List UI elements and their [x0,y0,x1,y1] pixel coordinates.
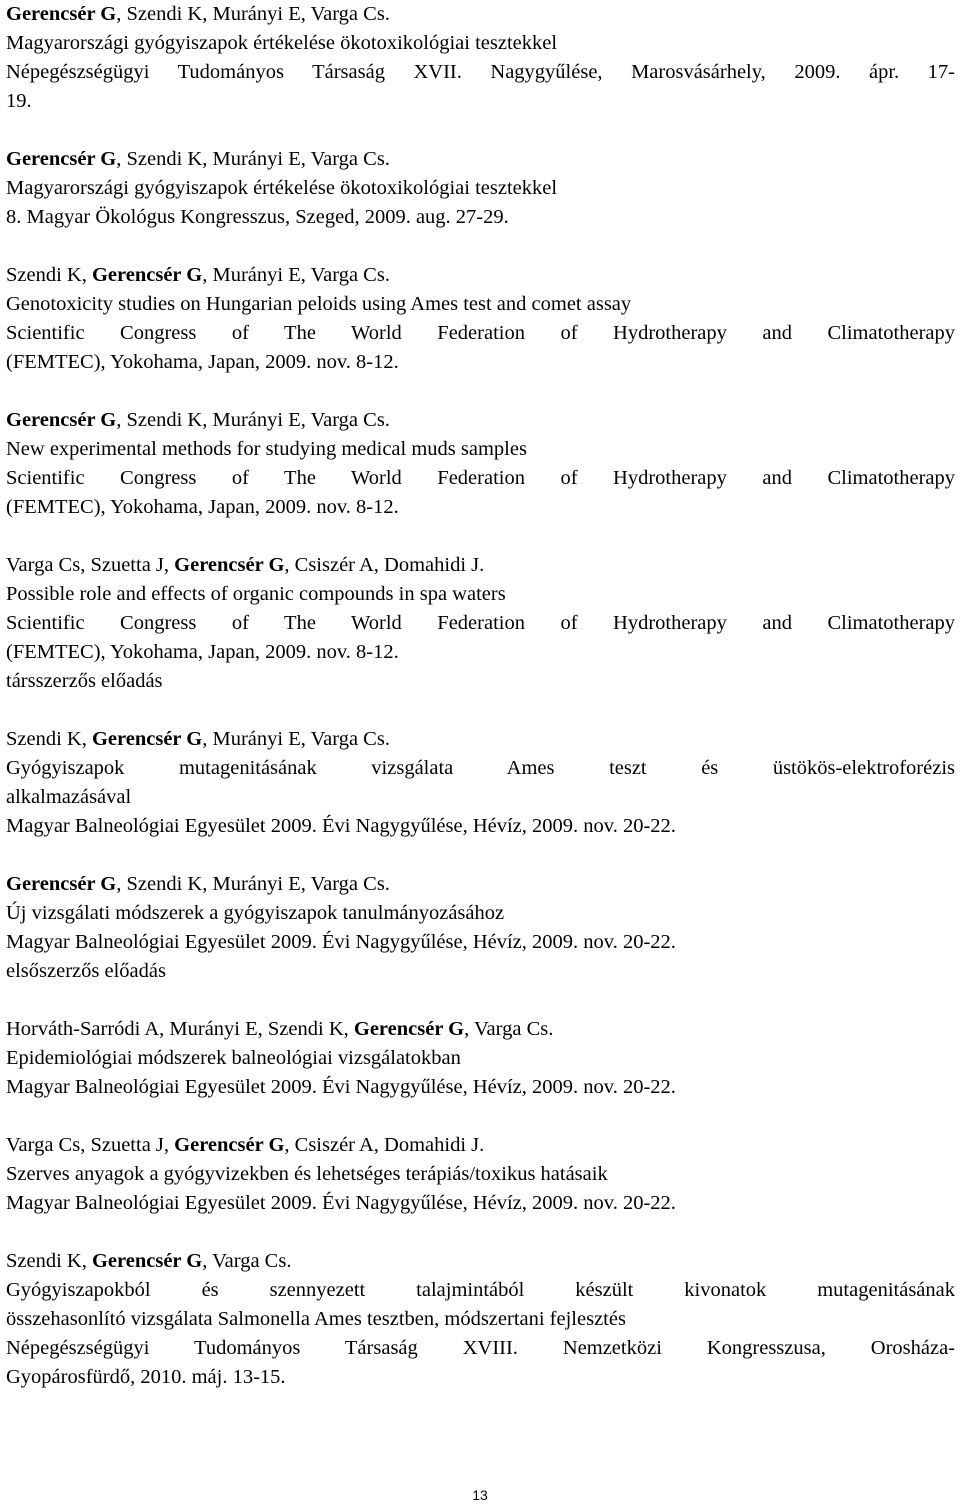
entry-text-line: Magyar Balneológiai Egyesület 2009. Évi Nagygyűlése, Hévíz, 2009. nov. 20-22. [6,1076,676,1098]
entry-text-line: 19. [6,90,32,112]
entry-text-line: Gyógyiszapokból és szennyezett talajmintából készült kivonatok mutagenitásának [6,1279,955,1301]
author-line [6,1247,955,1276]
entry-text-line: Szerves anyagok a gyógyvizekben és lehetséges terápiás/toxikus hatásaik [6,1163,608,1185]
entry-text-line: Possible role and effects of organic compounds in spa waters [6,583,506,605]
entry-text-line: Magyarországi gyógyiszapok értékelése ökotoxikológiai tesztekkel [6,32,558,54]
entry-text-line: Gyopárosfürdő, 2010. máj. 13-15. [6,1366,286,1388]
author-line [6,1015,955,1044]
entry-text-line: Epidemiológiai módszerek balneológiai vizsgálatokban [6,1047,461,1069]
author-highlight: Gerencsér G [174,554,285,576]
author-text: Szendi K, [6,264,92,286]
author-text: Varga Cs, Szuetta J, [6,554,175,576]
author-highlight: Gerencsér G [6,873,117,895]
author-line [6,0,955,29]
author-text: , Csiszér A, Domahidi J. [284,554,485,576]
publication-entry [6,0,955,116]
entry-text-line: Új vizsgálati módszerek a gyógyiszapok tanulmányozásához [6,902,505,924]
entry-text-line: Népegészségügyi Tudományos Társaság XVIII. Nemzetközi Kongresszusa, Orosháza- [6,1337,955,1359]
entry-text-line: Scientific Congress of The World Federation of Hydrotherapy and Climatotherapy [6,612,955,634]
author-line [6,406,955,435]
entry-text-line: New experimental methods for studying medical muds samples [6,438,527,460]
author-line [6,725,955,754]
author-text: Szendi K, [6,1250,92,1272]
publication-entry [6,551,955,696]
publication-entry [6,1247,955,1392]
author-highlight: Gerencsér G [6,409,117,431]
entry-text-line: elsőszerzős előadás [6,960,166,982]
author-text: , Varga Cs. [464,1018,554,1040]
publication-entry [6,725,955,841]
entry-text-line: 8. Magyar Ökológus Kongresszus, Szeged, 2009. aug. 27-29. [6,206,509,228]
publication-entry [6,261,955,377]
entry-text-line: (FEMTEC), Yokohama, Japan, 2009. nov. 8-12. [6,351,399,373]
entry-text-line: alkalmazásával [6,786,132,808]
author-text: , Szendi K, Murányi E, Varga Cs. [116,3,390,25]
entry-text-line: Magyar Balneológiai Egyesület 2009. Évi Nagygyűlése, Hévíz, 2009. nov. 20-22. [6,1192,676,1214]
author-text: , Murányi E, Varga Cs. [202,728,390,750]
author-highlight: Gerencsér G [353,1018,465,1040]
author-line [6,1131,955,1160]
publication-entry [6,145,955,232]
author-text: , Szendi K, Murányi E, Varga Cs. [116,148,390,170]
publication-entry [6,406,955,522]
author-text: Szendi K, [6,728,92,750]
entry-text-line: Scientific Congress of The World Federation of Hydrotherapy and Climatotherapy [6,322,955,344]
author-line [6,145,955,174]
entry-text-line: társszerzős előadás [6,670,163,692]
author-highlight: Gerencsér G [91,728,203,750]
entry-text-line: (FEMTEC), Yokohama, Japan, 2009. nov. 8-12. [6,496,399,518]
author-highlight: Gerencsér G [91,1250,203,1272]
entry-text-line: (FEMTEC), Yokohama, Japan, 2009. nov. 8-12. [6,641,399,663]
entry-text-line: Magyarországi gyógyiszapok értékelése ökotoxikológiai tesztekkel [6,177,558,199]
author-line [6,870,955,899]
author-text: , Szendi K, Murányi E, Varga Cs. [116,873,390,895]
author-line [6,551,955,580]
entry-text-line: Magyar Balneológiai Egyesület 2009. Évi Nagygyűlése, Hévíz, 2009. nov. 20-22. [6,931,676,953]
author-text: , Csiszér A, Domahidi J. [284,1134,485,1156]
publication-entry [6,1015,955,1102]
entry-text-line: Magyar Balneológiai Egyesület 2009. Évi Nagygyűlése, Hévíz, 2009. nov. 20-22. [6,815,676,837]
author-text: Varga Cs, Szuetta J, [6,1134,175,1156]
entry-text-line: összehasonlító vizsgálata Salmonella Ames tesztben, módszertani fejlesztés [6,1308,626,1330]
publication-entry [6,1131,955,1218]
author-text: , Szendi K, Murányi E, Varga Cs. [116,409,390,431]
publication-list [6,0,955,1421]
author-text: , Murányi E, Varga Cs. [202,264,390,286]
author-highlight: Gerencsér G [6,3,117,25]
page-number: 13 [472,1487,488,1503]
publication-entry [6,870,955,986]
author-highlight: Gerencsér G [174,1134,285,1156]
entry-text-line: Scientific Congress of The World Federation of Hydrotherapy and Climatotherapy [6,467,955,489]
author-line [6,261,955,290]
author-text: , Varga Cs. [202,1250,292,1272]
author-text: Horváth-Sarródi A, Murányi E, Szendi K, [6,1018,354,1040]
author-highlight: Gerencsér G [6,148,117,170]
entry-text-line: Gyógyiszapok mutagenitásának vizsgálata Ames teszt és üstökös-elektroforézis [6,757,955,779]
entry-text-line: Genotoxicity studies on Hungarian peloids using Ames test and comet assay [6,293,632,315]
author-highlight: Gerencsér G [91,264,203,286]
entry-text-line: Népegészségügyi Tudományos Társaság XVII. Nagygyűlése, Marosvásárhely, 2009. ápr. 17- [6,61,955,83]
